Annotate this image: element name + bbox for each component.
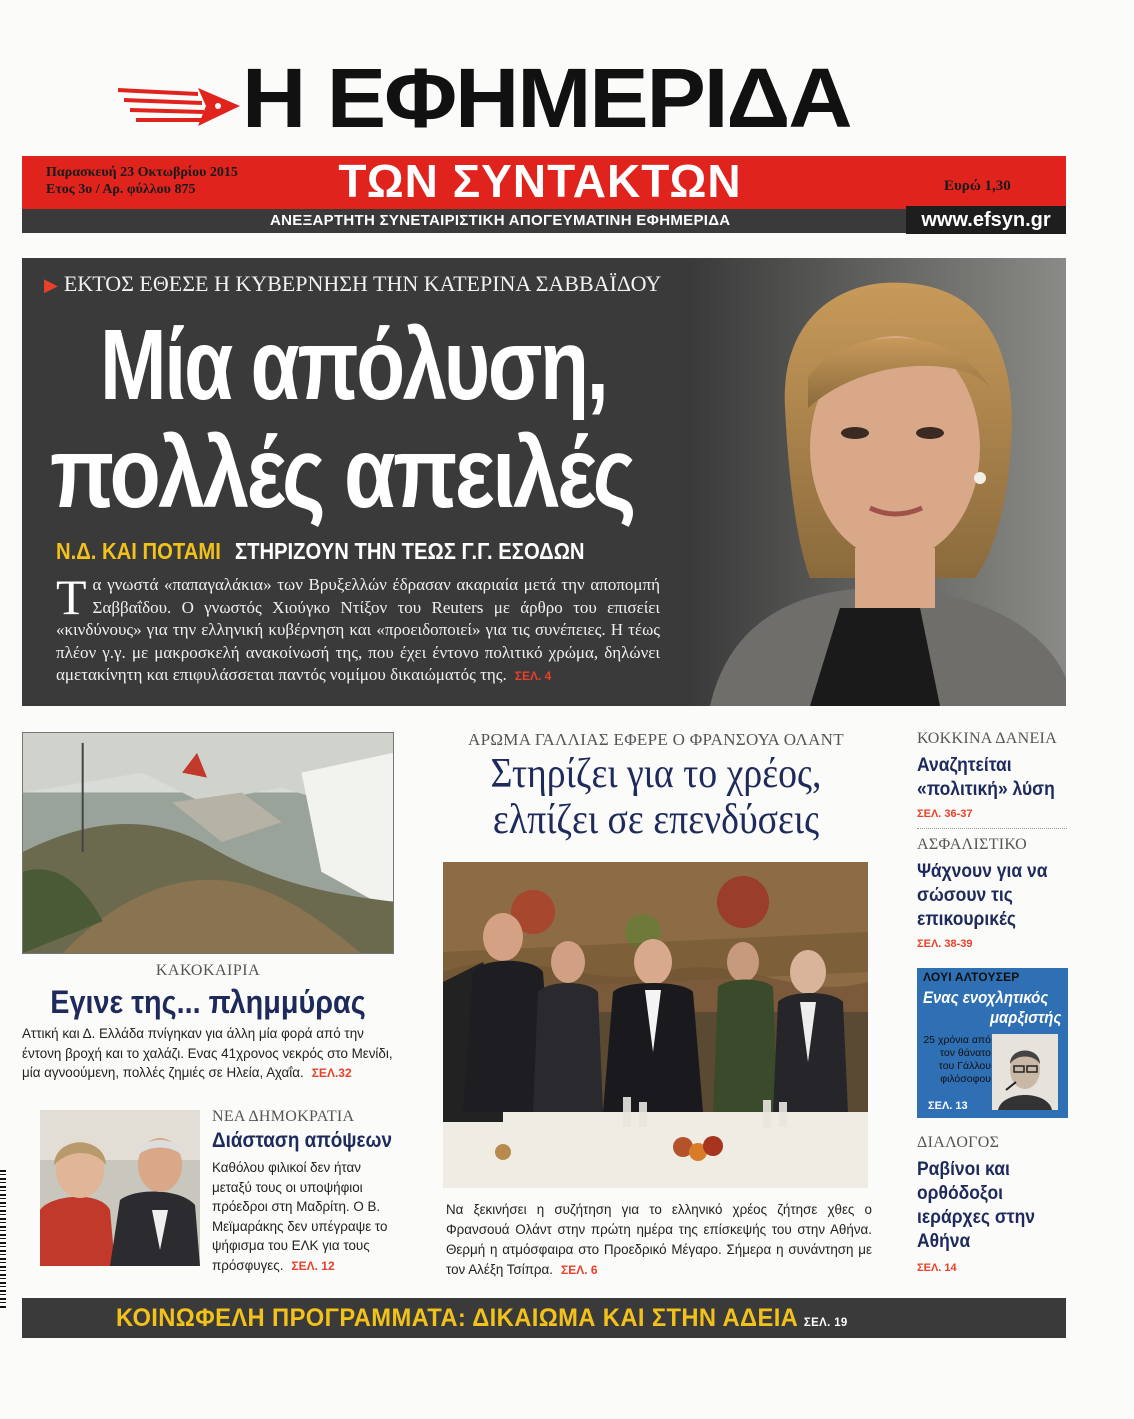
- lead-page-ref[interactable]: ΣΕΛ. 4: [514, 669, 552, 684]
- lead-body: [56, 569, 660, 688]
- masthead-subtitle: ΤΩΝ ΣΥΝΤΑΚΤΩΝ: [338, 155, 742, 207]
- lead-dropcap: Τ: [56, 569, 87, 625]
- althusser-headline-line-2[interactable]: μαρξιστής: [990, 1008, 1062, 1027]
- dialogue-headline[interactable]: Ραβίνοι και ορθόδοξοι ιεράρχες στην Αθήνα: [917, 1159, 1035, 1252]
- nd-body: [212, 1158, 402, 1276]
- merkel-meimarakis-photo: [40, 1110, 200, 1266]
- lead-headline-line-1[interactable]: Μία απόλυση,: [100, 309, 607, 421]
- lead-subheadline-text: ΣΤΗΡΙΖΟΥΝ ΤΗΝ ΤΕΩΣ Γ.Γ. ΕΣΟΔΩΝ: [234, 538, 585, 564]
- lead-subheadline: [56, 536, 585, 566]
- lead-kicker-text: ΕΚΤΟΣ ΕΘΕΣΕ Η ΚΥΒΕΡΝΗΣΗ ΤΗΝ ΚΑΤΕΡΙΝΑ ΣΑΒΒΑΪΔΟΥ: [63, 271, 662, 296]
- right-column-divider: [917, 828, 1067, 829]
- insurance-kicker: ΑΣΦΑΛΙΣΤΙΚΟ: [917, 836, 1028, 853]
- masthead-title: Η ΕΦΗΜΕΡΙΔΑ: [242, 51, 851, 145]
- althusser-text: 25 χρόνια από τον θάνατο του Γάλλου φιλόσοφου: [923, 1034, 991, 1085]
- flood-body-text: Αττική και Δ. Ελλάδα πνίγηκαν για άλλη μία φορά από την έντονη βροχή και το χαλάζι. Ενας 41χρονος νεκρός στο Μενίδι, μία αγνοούμενη, πολλές ζημιές σε Ηλεία, Αχαΐα.: [22, 1026, 393, 1080]
- althusser-kicker: ΛΟΥΙ ΑΛΤΟΥΣΕΡ: [923, 970, 1020, 984]
- flood-headline[interactable]: Εγινε της... πλημμύρας: [50, 984, 366, 1020]
- bottom-banner-headline[interactable]: [116, 1300, 848, 1340]
- lead-headline-line-2[interactable]: πολλές απειλές: [50, 417, 634, 529]
- red-loans-page-ref[interactable]: ΣΕΛ. 36-37: [917, 808, 973, 820]
- bottom-page-ref[interactable]: ΣΕΛ. 19: [803, 1315, 848, 1329]
- center-kicker: ΑΡΩΜΑ ΓΑΛΛΙΑΣ ΕΦΕΡΕ Ο ΦΡΑΝΣΟΥΑ ΟΛΑΝΤ: [468, 730, 844, 749]
- althusser-headline-line-1[interactable]: Ενας ενοχλητικός: [923, 988, 1049, 1007]
- dialogue-page-ref[interactable]: ΣΕΛ. 14: [917, 1262, 957, 1274]
- center-body: [446, 1200, 872, 1280]
- nd-headline[interactable]: Διάσταση απόψεων: [212, 1129, 392, 1152]
- nd-kicker: ΝΕΑ ΔΗΜΟΚΡΑΤΙΑ: [212, 1108, 355, 1125]
- pen-nib-logo-icon: [118, 82, 240, 130]
- hollande-tsipras-toast-photo: [443, 862, 868, 1188]
- issue-number: Ετος 3ο / Αρ. φύλλου 875: [46, 182, 196, 197]
- flood-page-ref[interactable]: ΣΕΛ.32: [311, 1066, 352, 1080]
- issue-price: Ευρώ 1,30: [944, 178, 1011, 194]
- barcode-icon: [0, 1170, 6, 1310]
- center-page-ref[interactable]: ΣΕΛ. 6: [561, 1263, 598, 1277]
- insurance-page-ref[interactable]: ΣΕΛ. 38-39: [917, 938, 973, 950]
- nd-body-text: Καθόλου φιλικοί δεν ήταν μεταξύ τους οι υποψήφιοι πρόεδροι στη Μαδρίτη. Ο Β. Μεϊμαράκης δεν υπέγραψε το ψήφισμα του ΕΛΚ για τους πρόσφυγες.: [212, 1160, 388, 1273]
- dialogue-kicker: ΔΙΑΛΟΓΟΣ: [917, 1134, 1000, 1151]
- althusser-page-ref[interactable]: ΣΕΛ. 13: [928, 1100, 968, 1112]
- insurance-headline[interactable]: Ψάχνουν για να σώσουν τις επικουρικές: [917, 861, 1048, 930]
- lead-kicker: [44, 270, 661, 300]
- nd-page-ref[interactable]: ΣΕΛ. 12: [291, 1258, 335, 1273]
- center-headline-line-1[interactable]: Στηρίζει για το χρέος,: [490, 751, 822, 797]
- althusser-portrait: [992, 1034, 1058, 1110]
- red-loans-kicker: ΚΟΚΚΙΝΑ ΔΑΝΕΙΑ: [917, 730, 1058, 747]
- lead-portrait-photo: [690, 258, 1066, 706]
- flood-kicker: ΚΑΚΟΚΑΙΡΙΑ: [155, 962, 261, 979]
- issue-date: Παρασκευή 23 Οκτωβρίου 2015: [46, 165, 238, 180]
- center-body-text: Να ξεκινήσει η συζήτηση για το ελληνικό χρέος ζήτησε χθες ο Φρανσουά Ολάντ στην πρώτη ημέρα της επίσκεψής του στην Αθήνα. Θερμή η ατμόσφαιρα στο Προεδρικό Μέγαρο. Σήμερα η συνάντηση με τον Αλέξη Τσίπρα.: [446, 1202, 872, 1277]
- triangle-arrow-icon: ▶: [44, 275, 58, 296]
- center-headline-line-2[interactable]: ελπίζει σε επενδύσεις: [492, 797, 820, 843]
- red-loans-headline[interactable]: Αναζητείται «πολιτική» λύση: [917, 755, 1055, 800]
- lead-subheadline-parties: Ν.Δ. ΚΑΙ ΠΟΤΑΜΙ: [56, 538, 221, 564]
- lead-body-text: α γνωστά «παπαγαλάκια» των Βρυξελλών έδρασαν ακαριαία μετά την αποπομπή Σαββαΐδου. Ο γνωστός Χιούγκο Ντίξον του Reuters με άρθρο του επισείει «κινδύνους» για την ελληνική κυβέρνηση και «προειδοποιεί» για τις συνέπειες. Η τέως πλέον γ.γ. με μακροσκελή ανακοίνωσή της, που έχει έντονο πολιτικό χρώμα, δηλώνει αμετακίνητη και επιφυλάσσεται παντός νομίμου δικαιώματός της.: [56, 575, 660, 685]
- masthead-tagline: ΑΝΕΞΑΡΤΗΤΗ ΣΥΝΕΤΑΙΡΙΣΤΙΚΗ ΑΠΟΓΕΥΜΑΤΙΝΗ ΕΦΗΜΕΡΙΔΑ: [270, 212, 731, 229]
- website-link[interactable]: www.efsyn.gr: [906, 206, 1066, 234]
- flood-damage-photo: [22, 732, 394, 954]
- bottom-banner-text: ΚΟΙΝΩΦΕΛΗ ΠΡΟΓΡΑΜΜΑΤΑ: ΔΙΚΑΙΩΜΑ ΚΑΙ ΣΤΗΝ ΑΔΕΙΑ: [116, 1304, 799, 1332]
- flood-body: [22, 1024, 398, 1084]
